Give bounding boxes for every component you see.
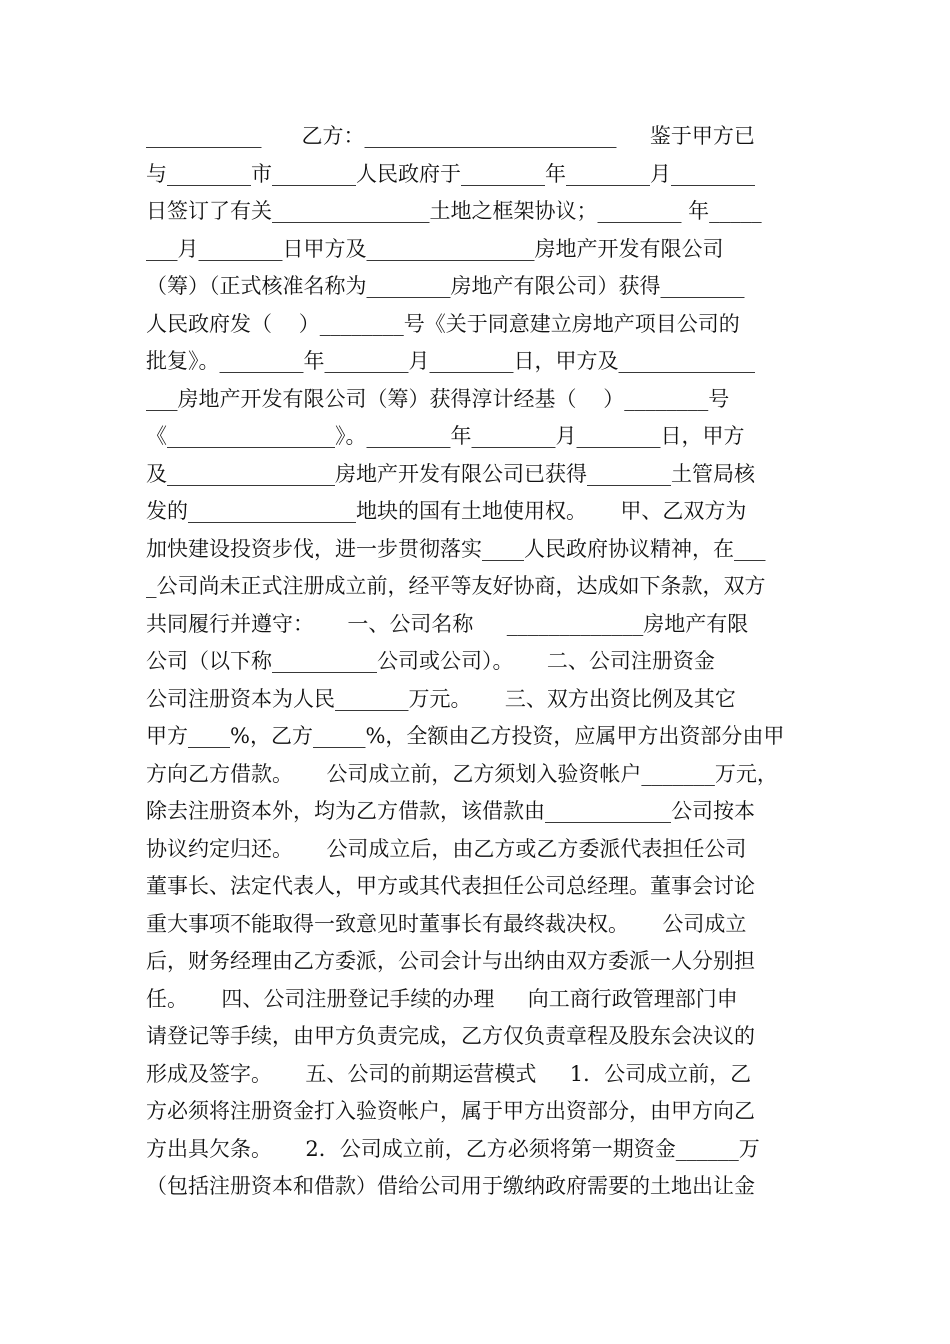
- text-line: （包括注册资本和借款）借给公司用于缴纳政府需要的土地出让金: [146, 1174, 755, 1198]
- text-line: 除去注册资本外，均为乙方借款，该借款由____________公司按本: [146, 799, 755, 823]
- text-line: 公司注册资本为人民_______万元。 三、双方出资比例及其它: [146, 686, 736, 711]
- text-line: 方出具欠条。 2．公司成立前，乙方必须将第一期资金______万: [146, 1136, 760, 1161]
- text-line: 甲方____%，乙方_____%，全额由乙方投资，应属甲方出资部分由甲: [146, 724, 785, 748]
- text-line: 后，财务经理由乙方委派，公司会计与出纳由双方委派一人分别担: [146, 949, 755, 973]
- text-line: 形成及签字。 五、公司的前期运营模式 1．公司成立前，乙: [146, 1061, 752, 1086]
- text-line: 重大事项不能取得一致意见时董事长有最终裁决权。 公司成立: [146, 911, 747, 936]
- text-line: 加快建设投资步伐，进一步贯彻落实____人民政府协议精神，在___: [146, 536, 766, 561]
- text-line: 与________市________人民政府于________年________月________: [146, 161, 755, 186]
- text-line: 共同履行并遵守： 一、公司名称 _____________房地产有限: [146, 611, 749, 636]
- text-line: ___月________日甲方及________________房地产开发有限公司: [146, 236, 724, 261]
- text-line: 批复》。________年________月________日，甲方及_____________: [146, 349, 755, 373]
- text-line: 方必须将注册资金打入验资帐户，属于甲方出资部分，由甲方向乙: [146, 1099, 755, 1123]
- text-line: 人民政府发（ ）________号《关于同意建立房地产项目公司的: [146, 311, 740, 336]
- text-line: _公司尚未正式注册成立前，经平等友好协商，达成如下条款，双方: [146, 574, 766, 598]
- text-line: 任。 四、公司注册登记手续的办理 向工商行政管理部门申: [146, 986, 738, 1011]
- text-line: 协议约定归还。 公司成立后，由乙方或乙方委派代表担任公司: [146, 836, 747, 861]
- text-line: 《________________》。________年________月________日，甲方: [146, 424, 745, 448]
- text-line: ___________ 乙方：________________________ 鉴于甲方已: [146, 124, 755, 148]
- text-line: 发的________________地块的国有土地使用权。 甲、乙双方为: [146, 499, 747, 523]
- text-line: 公司（以下称__________公司或公司）。 二、公司注册资金: [146, 649, 715, 673]
- text-line: 董事长、法定代表人，甲方或其代表担任公司总经理。董事会讨论: [146, 874, 755, 898]
- text-line: 方向乙方借款。 公司成立前，乙方须划入验资帐户_______万元，: [146, 761, 778, 786]
- document-body: [146, 118, 806, 1206]
- text-line: （筹）（正式核准名称为________房地产有限公司）获得________: [146, 274, 745, 298]
- text-line: 日签订了有关_______________土地之框架协议；________ 年_____: [146, 199, 762, 223]
- text-line: 请登记等手续，由甲方负责完成，乙方仅负责章程及股东会决议的: [146, 1024, 755, 1048]
- text-line: ___房地产开发有限公司（筹）获得淳计经基（ ）________号: [146, 386, 730, 411]
- text-line: 及________________房地产开发有限公司已获得________土管局核: [146, 461, 755, 486]
